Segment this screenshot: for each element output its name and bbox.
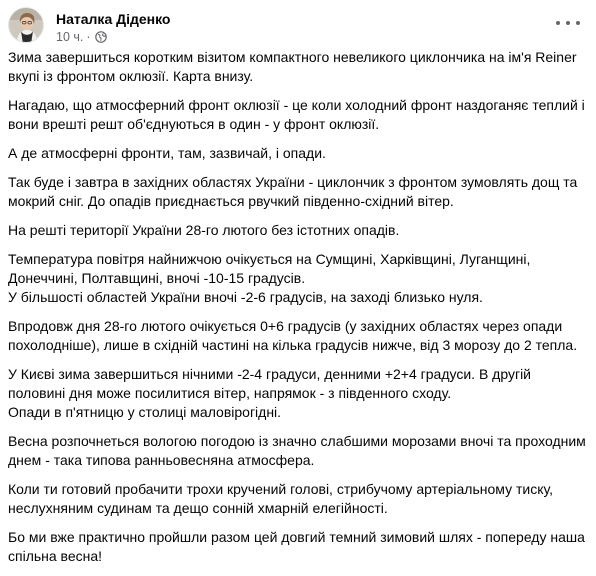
globe-icon[interactable] [95,31,107,43]
meta-separator: · [86,30,91,44]
post-text [8,48,590,576]
post-paragraph: Бо ми вже практично пройшли разом цей довгий темний зимовий шлях - попереду наша спільна весна! [8,529,585,564]
post-time[interactable]: 10 ч. [56,30,84,44]
avatar[interactable] [8,7,44,43]
more-dot [576,21,580,25]
avatar-image [9,8,44,43]
post-paragraph: У Києві зима завершиться нічними -2-4 градуси, денними +2+4 градуси. В другій половині дня може посилитися вітер, напрямок - з південного сходу. [8,366,532,401]
post-paragraph: Температура повітря найнижчою очікується на Сумщині, Харківщині, Луганщині, Донеччині, Полтавщині, вночі -10-15 градусів. [8,251,531,286]
post-paragraph: У більшості областей України вночі -2-6 градусів, на заході близько нуля. [8,289,483,305]
post-paragraph: Весна розпочнеться вологою погодою із значно слабшими морозами вночі та проходним днем - така типова ранньовесняна атмосфера. [8,433,586,468]
post-paragraph: Зима завершиться коротким візитом компактного невеликого циклончика на ім'я Reiner вкупі із фронтом оклюзії. Карта внизу. [8,49,577,84]
post-header [8,7,596,47]
post-paragraph: Нагадаю, що атмосферний фронт оклюзії - це коли холодний фронт наздоганяє теплий і вони врешті решт об'єднуються в один - у фронт оклюзії. [8,97,585,132]
post-paragraph: Так буде і завтра в західних областях України - циклончик з фронтом зумовлять дощ та мокрий сніг. До опадів приєднається рвучкий південно-східний вітер. [8,174,578,209]
post-paragraph: Коли ти готовий пробачити трохи кручений голові, стрибучому артеріальному тиску, неслухняним судинам та дещо сонній хмарній елегійності. [8,481,553,516]
more-dot [566,21,570,25]
post-paragraph: Впродовж дня 28-го лютого очікується 0+6 градусів (у західних областях через опади похолодніше), лише в східній частині на кілька градусів нижче, від 3 морозу до 2 тепла. [8,318,578,353]
post-paragraph: Опади в п'ятницю у столиці маловірогідні. [8,404,282,420]
post-paragraph: На решті території України 28-го лютого без істотних опадів. [8,222,400,238]
author-name[interactable]: Наталка Діденко [56,11,171,27]
more-options-icon[interactable] [556,13,580,33]
more-dot [556,21,560,25]
post-meta [56,29,107,45]
post-paragraph: А де атмосферні фронти, там, зазвичай, і опади. [8,145,326,161]
